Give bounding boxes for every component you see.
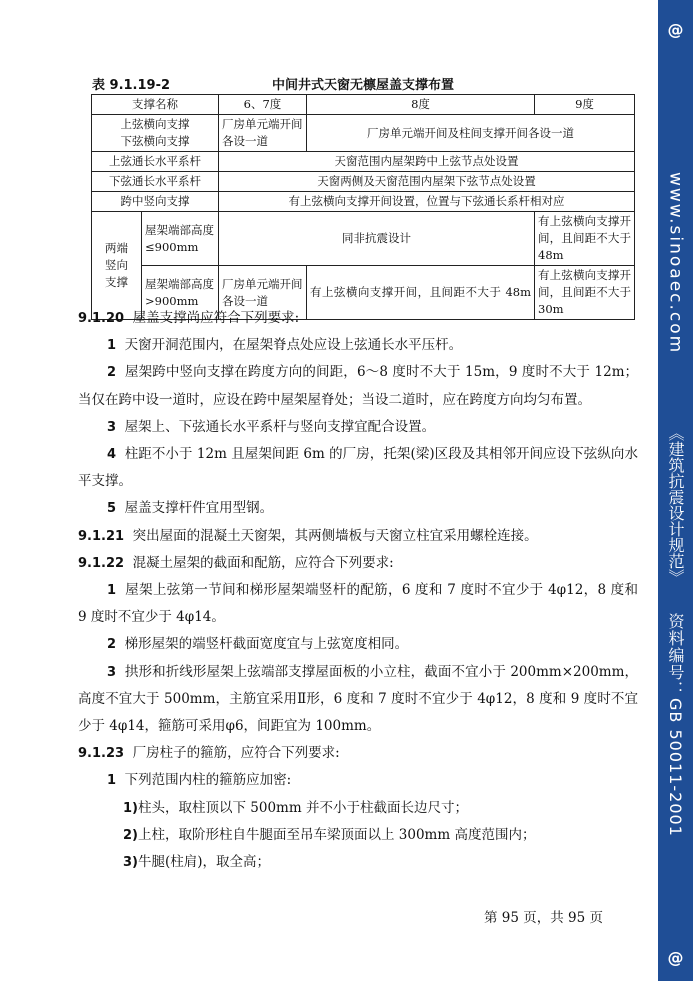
table-cell: 有上弦横向支撑开间设置，位置与下弦通长系杆相对应 — [219, 192, 635, 212]
header-cell: 8度 — [307, 95, 535, 115]
item-text: 屋盖支撑杆件宜用型钢。 — [124, 500, 274, 517]
item-text: 天窗开洞范围内，在屋架脊点处应设上弦通长水平压杆。 — [124, 337, 463, 354]
sidebar-banner — [658, 0, 693, 981]
table-cell: 同非抗震设计 — [219, 212, 535, 266]
row-name-cell: 下弦通长水平系杆 — [92, 172, 219, 192]
item-number: 1 — [107, 338, 117, 354]
item-number: 1 — [107, 773, 117, 789]
table-cell: 有上弦横向支撑开间，且间距不大于 30m — [535, 266, 635, 320]
header-cell: 9度 — [535, 95, 635, 115]
item-2 — [78, 359, 638, 413]
item-text: 屋架上、下弦通长水平系杆与竖向支撑宜配合设置。 — [124, 418, 436, 435]
item-number: 5 — [107, 501, 117, 517]
clause-text: 突出屋面的混凝土天窗架，其两侧墙板与天窗立柱宜采用螺栓连接。 — [132, 527, 538, 544]
table-cell: 天窗范围内屋架跨中上弦节点处设置 — [219, 152, 635, 172]
page-number: 第 95 页，共 95 页 — [484, 910, 604, 926]
table-cell: 厂房单元端开间各设一道 — [219, 266, 307, 320]
sub-item-2 — [78, 822, 638, 849]
row-name-cell — [92, 115, 219, 152]
clause-9-1-23 — [78, 740, 638, 767]
item-number: 1 — [107, 583, 117, 599]
clause-number: 9.1.23 — [78, 746, 125, 762]
row-name-cell: 跨中竖向支撑 — [92, 192, 219, 212]
clause-number: 9.1.21 — [78, 528, 125, 544]
table-row — [92, 115, 635, 152]
table-cell: 厂房单元端开间各设一道 — [219, 115, 307, 152]
site-url[interactable]: www.sinoaec.com — [665, 171, 686, 355]
item-5 — [78, 495, 638, 522]
item-number: 3 — [107, 419, 117, 435]
sub-name-cell: 屋架端部高度≤900mm — [142, 212, 219, 266]
at-sign-top: @ — [667, 20, 684, 39]
row-name-cell: 上弦通长水平系杆 — [92, 152, 219, 172]
document-code: 资料编号：GB 50011-2001 — [666, 613, 685, 837]
sub-item-number: 3) — [123, 855, 138, 871]
clause-9-1-22 — [78, 550, 638, 577]
table-cell: 厂房单元端开间及柱间支撑开间各设一道 — [307, 115, 635, 152]
group-name-cell: 两端竖向支撑 — [92, 212, 142, 320]
clause-text: 厂房柱子的箍筋，应符合下列要求: — [132, 745, 340, 762]
sub-item-number: 1) — [123, 800, 138, 816]
body-text — [78, 305, 638, 876]
item-text: 拱形和折线形屋架上弦端部支撑屋面板的小立柱，截面不宜小于 200mm×200mm，高度不宜大于 500mm，主筋宜采用Ⅱ形，6 度和 7 度时不宜少于 4φ12，8 度和 9 度时不宜少于 4φ14，箍筋可采用φ6，间距宜为 100mm。 — [78, 663, 638, 735]
item-2 — [78, 631, 638, 658]
sub-item-1 — [78, 795, 638, 822]
item-1 — [78, 577, 638, 631]
header-cell: 支撑名称 — [92, 95, 219, 115]
clause-9-1-20 — [78, 305, 638, 332]
item-1 — [78, 332, 638, 359]
clause-9-1-21 — [78, 523, 638, 550]
table-cell: 天窗两侧及天窗范围内屋架下弦节点处设置 — [219, 172, 635, 192]
table-header-row — [92, 95, 635, 115]
item-3 — [78, 414, 638, 441]
item-number: 4 — [107, 447, 117, 463]
item-number: 2 — [107, 365, 117, 381]
sub-item-3 — [78, 849, 638, 876]
item-text: 柱距不小于 12m 且屋架间距 6m 的厂房，托架(梁)区段及其相邻开间应设下弦纵向水平支撑。 — [78, 446, 638, 490]
table-caption — [92, 74, 632, 94]
clause-text: 屋盖支撑尚应符合下列要求: — [132, 310, 300, 326]
table-row — [92, 192, 635, 212]
sub-item-number: 2) — [123, 827, 138, 843]
table-row — [92, 152, 635, 172]
book-title: 《建筑抗震设计规范》 — [666, 425, 685, 585]
sub-item-text: 柱头，取柱顶以下 500mm 并不小于柱截面长边尺寸； — [138, 799, 468, 816]
table-title: 中间井式天窗无檩屋盖支撑布置 — [272, 78, 455, 93]
row-name-line: 下弦横向支撑 — [120, 134, 190, 148]
clause-number: 9.1.20 — [78, 311, 125, 326]
row-name-line: 上弦横向支撑 — [120, 117, 190, 131]
table-row — [92, 212, 635, 266]
table-row — [92, 172, 635, 192]
item-text: 下列范围内柱的箍筋应加密: — [124, 772, 292, 789]
sub-item-text: 上柱，取阶形柱自牛腿面至吊车梁顶面以上 300mm 高度范围内； — [138, 826, 536, 843]
item-number: 3 — [107, 664, 117, 680]
table-cell: 有上弦横向支撑开间，且间距不大于 48m — [535, 212, 635, 266]
at-sign-bottom: @ — [667, 948, 684, 967]
item-4 — [78, 441, 638, 495]
clause-text: 混凝土屋架的截面和配筋，应符合下列要求: — [132, 554, 394, 571]
item-3 — [78, 659, 638, 741]
bracing-table — [91, 94, 635, 320]
header-cell: 6、7度 — [219, 95, 307, 115]
item-text: 屋架上弦第一节间和梯形屋架端竖杆的配筋，6 度和 7 度时不宜少于 4φ12，8 度和 9 度时不宜少于 4φ14。 — [78, 582, 638, 626]
item-text: 梯形屋架的端竖杆截面宽度宜与上弦宽度相同。 — [124, 636, 409, 653]
item-1 — [78, 767, 638, 794]
item-text: 屋架跨中竖向支撑在跨度方向的间距，6～8 度时不大于 15m，9 度时不大于 12m；当仅在跨中设一道时，应设在跨中屋架屋脊处；当设二道时，应在跨度方向均匀布置。 — [78, 364, 639, 408]
sub-item-text: 牛腿(柱肩)，取全高； — [138, 854, 271, 871]
table-cell: 有上弦横向支撑开间，且间距不大于 48m — [307, 266, 535, 320]
item-number: 2 — [107, 637, 117, 653]
clause-number: 9.1.22 — [78, 555, 125, 571]
sub-name-cell: 屋架端部高度>900mm — [142, 266, 219, 320]
table-number: 表 9.1.19-2 — [92, 78, 171, 93]
